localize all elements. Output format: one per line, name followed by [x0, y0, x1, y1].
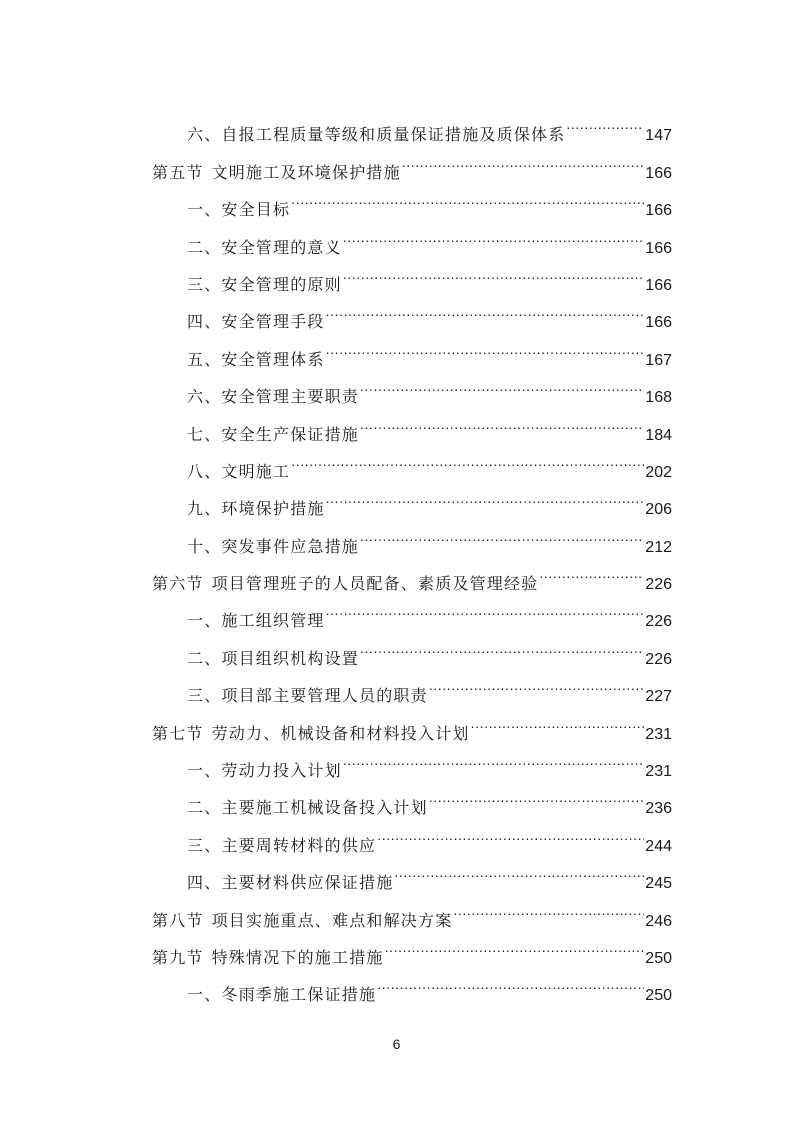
- toc-entry-title: 十、突发事件应急措施: [187, 536, 360, 556]
- dot-leader: [453, 888, 644, 925]
- dot-leader: [343, 253, 644, 290]
- toc-entry-number: 五、: [187, 349, 222, 369]
- page-number: 6: [392, 1036, 401, 1052]
- toc-entry-title: 一、冬雨季施工保证措施: [187, 985, 377, 1005]
- dot-leader: [291, 440, 644, 477]
- toc-entry-title: 四、主要材料供应保证措施: [187, 873, 394, 893]
- toc-entry-title: 六、自报工程质量等级和质量保证措施及质保体系: [187, 125, 566, 145]
- toc-entry-title: 三、项目部主要管理人员的职责: [187, 686, 428, 706]
- table-of-contents: [152, 103, 672, 1005]
- toc-entry-number: 九、: [187, 499, 222, 519]
- dot-leader: [326, 327, 645, 364]
- toc-entry-number: 一、: [187, 200, 222, 220]
- toc-entry-page: 166: [645, 314, 672, 332]
- dot-leader: [402, 140, 644, 177]
- toc-entry-title: 第八节 项目实施重点、难点和解决方案: [152, 910, 453, 930]
- toc-entry-page: 231: [645, 725, 672, 743]
- toc-entry-page: 226: [645, 576, 672, 594]
- dot-leader: [343, 215, 644, 252]
- toc-entry-title: 六、安全管理主要职责: [187, 387, 360, 407]
- toc-entry-page: 147: [645, 127, 672, 145]
- dot-leader: [360, 514, 644, 551]
- toc-entry-page: 167: [645, 351, 672, 369]
- toc-entry-page: 231: [645, 763, 672, 781]
- toc-entry-title: 第六节 项目管理班子的人员配备、素质及管理经验: [152, 574, 539, 594]
- dot-leader: [394, 851, 644, 888]
- toc-entry-number: 四、: [187, 312, 222, 332]
- toc-entry-number: 第六节: [152, 574, 204, 594]
- toc-entry-number: 二、: [187, 237, 222, 257]
- toc-entry-page: 245: [645, 875, 672, 893]
- toc-entry-title: 九、环境保护措施: [187, 499, 325, 519]
- dot-leader: [429, 776, 644, 813]
- dot-leader: [360, 365, 644, 402]
- toc-entry-number: 二、: [187, 648, 222, 668]
- dot-leader: [326, 290, 645, 327]
- toc-entry-title: 二、项目组织机构设置: [187, 648, 360, 668]
- toc-entry-number: 三、: [187, 686, 222, 706]
- toc-entry-page: 202: [645, 463, 672, 481]
- toc-entry-page: 226: [645, 650, 672, 668]
- toc-entry-title: 五、安全管理体系: [187, 349, 325, 369]
- toc-entry-number: 八、: [187, 461, 222, 481]
- toc-entry-page: 166: [645, 239, 672, 257]
- toc-entry-number: 六、: [187, 125, 222, 145]
- toc-entry-title: 第九节 特殊情况下的施工措施: [152, 947, 384, 967]
- toc-entry-page: 250: [645, 987, 672, 1005]
- toc-entry-number: 一、: [187, 611, 222, 631]
- toc-entry-page: 206: [645, 501, 672, 519]
- dot-leader: [539, 552, 644, 589]
- toc-entry-title: 四、安全管理手段: [187, 312, 325, 332]
- toc-entry-title: 第五节 文明施工及环境保护措施: [152, 162, 401, 182]
- toc-entry-page: 212: [645, 538, 672, 556]
- dot-leader: [377, 813, 644, 850]
- toc-entry-title: 八、文明施工: [187, 461, 291, 481]
- toc-entry-title: 七、安全生产保证措施: [187, 424, 360, 444]
- toc-entry-number: 第八节: [152, 910, 204, 930]
- toc-entry-number: 四、: [187, 873, 222, 893]
- toc-entry-page: 244: [645, 837, 672, 855]
- toc-entry-page: 250: [645, 949, 672, 967]
- toc-entry-page: 246: [645, 912, 672, 930]
- toc-entry-number: 一、: [187, 761, 222, 781]
- toc-entry-number: 第九节: [152, 947, 204, 967]
- dot-leader: [377, 963, 644, 1000]
- toc-entry-page: 166: [645, 276, 672, 294]
- toc-entry-page: 166: [645, 164, 672, 182]
- dot-leader: [566, 103, 644, 140]
- dot-leader: [429, 664, 644, 701]
- toc-entry-number: 第七节: [152, 723, 204, 743]
- toc-entry-page: 184: [645, 426, 672, 444]
- dot-leader: [326, 477, 645, 514]
- dot-leader: [291, 178, 644, 215]
- dot-leader: [360, 626, 644, 663]
- toc-entry-page: 168: [645, 389, 672, 407]
- toc-entry-title: 一、劳动力投入计划: [187, 761, 342, 781]
- toc-entry-page: 227: [645, 688, 672, 706]
- toc-entry-page: 166: [645, 202, 672, 220]
- toc-entry-number: 一、: [187, 985, 222, 1005]
- toc-entry-title: 一、安全目标: [187, 200, 291, 220]
- dot-leader: [471, 701, 645, 738]
- toc-entry-number: 三、: [187, 835, 222, 855]
- toc-entry-number: 七、: [187, 424, 222, 444]
- toc-entry-title: 三、主要周转材料的供应: [187, 835, 377, 855]
- toc-entry-number: 十、: [187, 536, 222, 556]
- toc-entry-number: 六、: [187, 387, 222, 407]
- toc-entry-page: 236: [645, 800, 672, 818]
- toc-entry-title: 二、安全管理的意义: [187, 237, 342, 257]
- dot-leader: [385, 926, 645, 963]
- toc-entry-number: 二、: [187, 798, 222, 818]
- toc-entry-title: 三、安全管理的原则: [187, 274, 342, 294]
- toc-entry[interactable]: [152, 103, 672, 145]
- dot-leader: [326, 589, 645, 626]
- dot-leader: [343, 739, 644, 776]
- toc-entry-title: 二、主要施工机械设备投入计划: [187, 798, 428, 818]
- toc-entry-title: 第七节 劳动力、机械设备和材料投入计划: [152, 723, 470, 743]
- toc-entry-number: 三、: [187, 274, 222, 294]
- dot-leader: [360, 402, 644, 439]
- toc-entry-number: 第五节: [152, 162, 204, 182]
- toc-entry-page: 226: [645, 613, 672, 631]
- toc-entry-title: 一、施工组织管理: [187, 611, 325, 631]
